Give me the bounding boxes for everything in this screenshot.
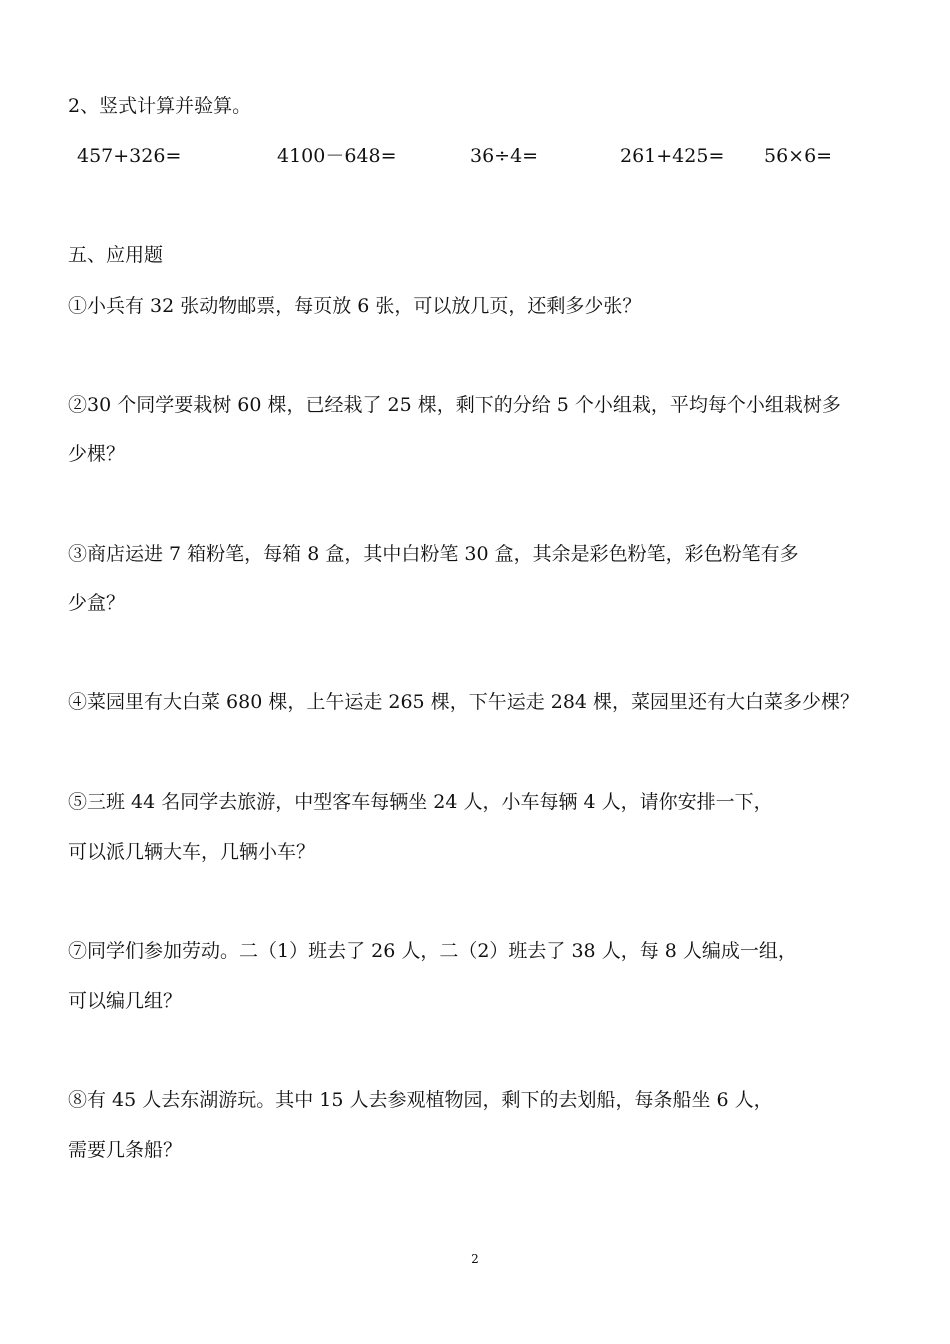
question-5-line-1: ⑤三班 44 名同学去旅游，中型客车每辆坐 24 人，小车每辆 4 人，请你安排一下， [68, 791, 773, 813]
question-8-line-1: ⑧有 45 人去东湖游玩。其中 15 人去参观植物园，剩下的去划船，每条船坐 6 人， [68, 1089, 773, 1111]
question-3-line-2: 少盒？ [68, 592, 126, 614]
question-1-line-1: ①小兵有 32 张动物邮票，每页放 6 张，可以放几页，还剩多少张？ [68, 295, 642, 317]
question-2-line-1: ②30 个同学要栽树 60 棵，已经栽了 25 棵，剩下的分给 5 个小组栽，平均每个小组栽树多 [68, 394, 841, 416]
section-5-heading: 五、应用题 [68, 244, 164, 266]
question-3-line-1: ③商店运进 7 箱粉笔，每箱 8 盒，其中白粉笔 30 盒，其余是彩色粉笔，彩色粉笔有多 [68, 543, 799, 565]
question-4-line-1: ④菜园里有大白菜 680 棵，上午运走 265 棵，下午运走 284 棵，菜园里还有大白菜多少棵？ [68, 691, 860, 713]
question-2-line-2: 少棵？ [68, 443, 126, 465]
section-2-heading: 2、竖式计算并验算。 [68, 95, 252, 117]
calc-problem-1: 457+326= [77, 145, 182, 167]
calc-problem-5: 56×6= [764, 145, 833, 167]
calc-problem-4: 261+425= [620, 145, 725, 167]
question-7-line-1: ⑦同学们参加劳动。二（1）班去了 26 人，二（2）班去了 38 人，每 8 人编成一组， [68, 940, 797, 962]
question-5-line-2: 可以派几辆大车，几辆小车？ [68, 841, 316, 863]
page-number: 2 [471, 1252, 479, 1266]
question-7-line-2: 可以编几组？ [68, 990, 183, 1012]
question-8-line-2: 需要几条船？ [68, 1139, 183, 1161]
calc-problem-3: 36÷4= [470, 145, 539, 167]
calc-problem-2: 4100－648= [277, 145, 397, 167]
